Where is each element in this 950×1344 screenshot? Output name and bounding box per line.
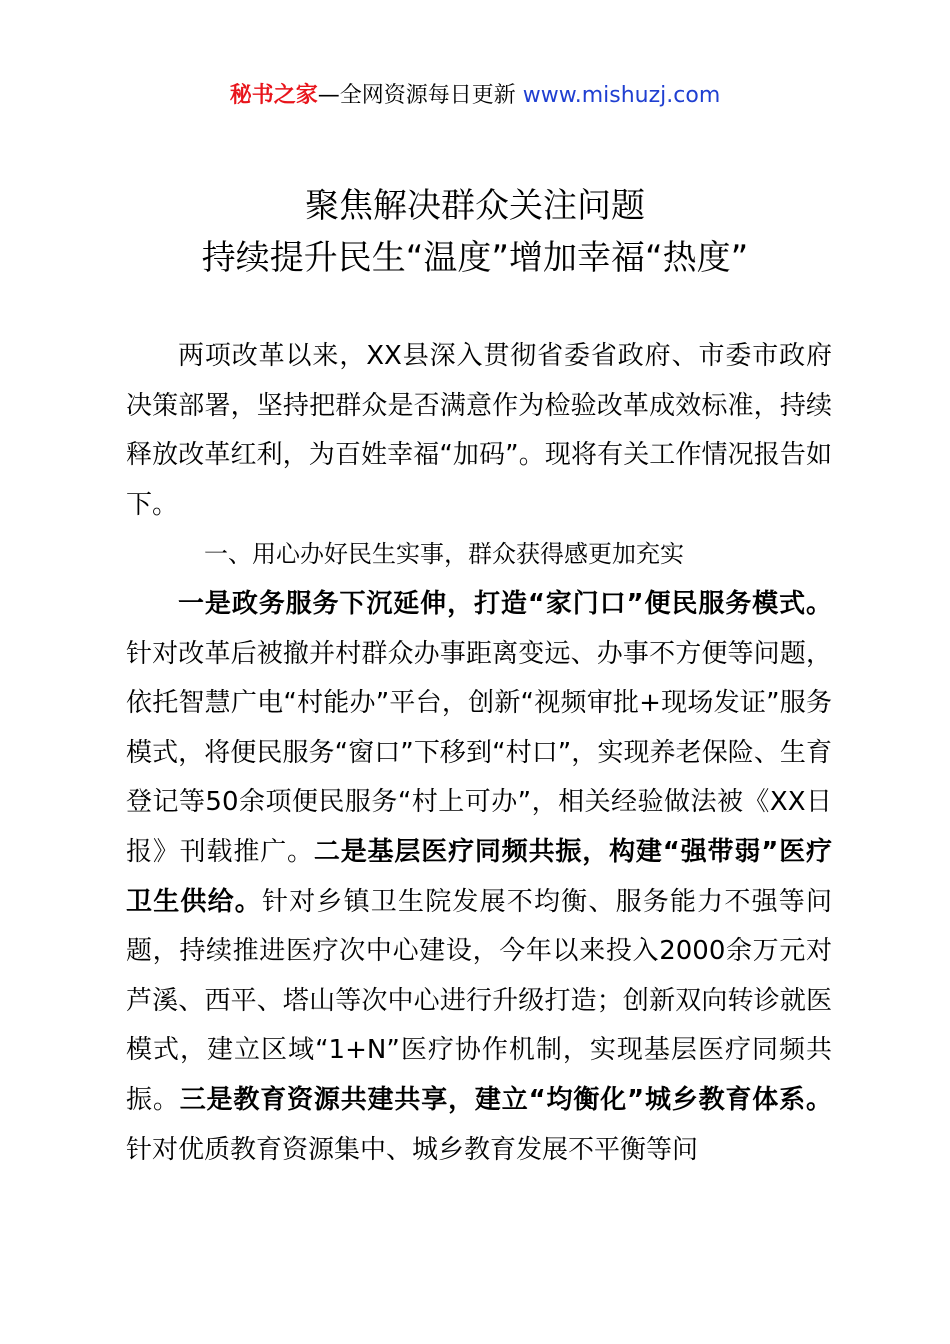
item1-heading: 一是政务服务下沉延伸，打造“家门口”便民服务模式。 (178, 588, 832, 619)
document-body (126, 332, 832, 1175)
section-heading: 一、用心办好民生实事，群众获得感更加充实 (204, 540, 684, 569)
item3-heading: 三是教育资源共建共享，建立“均衡化”城乡教育体系。 (179, 1084, 832, 1115)
section-paragraph (126, 580, 832, 1175)
brand-name: 秘书之家 (229, 83, 318, 108)
item2-heading: 二是基层医疗同频共振，构建“强带弱”医疗卫生供给。 (126, 836, 832, 917)
site-header (0, 80, 950, 112)
intro-paragraph: 两项改革以来，XX县深入贯彻省委省政府、市委市政府决策部署，坚持把群众是否满意作为检验改革成效标准，持续释放改革红利，为百姓幸福“加码”。现将有关工作情况报告如下。 (126, 341, 832, 520)
document-title-line2: 持续提升民生“温度”增加幸福“热度” (201, 238, 749, 278)
header-slogan: —全网资源每日更新 (317, 83, 523, 108)
item3-text: 针对优质教育资源集中、城乡教育发展不平衡等问 (126, 1134, 699, 1165)
document-title-line1: 聚焦解决群众关注问题 (305, 186, 645, 226)
site-url-link[interactable]: www.mishuzj.com (522, 83, 721, 108)
item2-text: 针对乡镇卫生院发展不均衡、服务能力不强等问题，持续推进医疗次中心建设，今年以来投入2000余万元对芦溪、西平、塔山等次中心进行升级打造；创新双向转诊就医模式，建立区域“1+N”医疗协作机制，实现基层医疗同频共振。 (126, 886, 832, 1115)
item1-text: 针对改革后被撤并村群众办事距离变远、办事不方便等问题，依托智慧广电“村能办”平台，创新“视频审批+现场发证”服务模式，将便民服务“窗口”下移到“村口”，实现养老保险、生育登记等50余项便民服务“村上可办”，相关经验做法被《XX日报》刊载推广。 (126, 638, 832, 867)
